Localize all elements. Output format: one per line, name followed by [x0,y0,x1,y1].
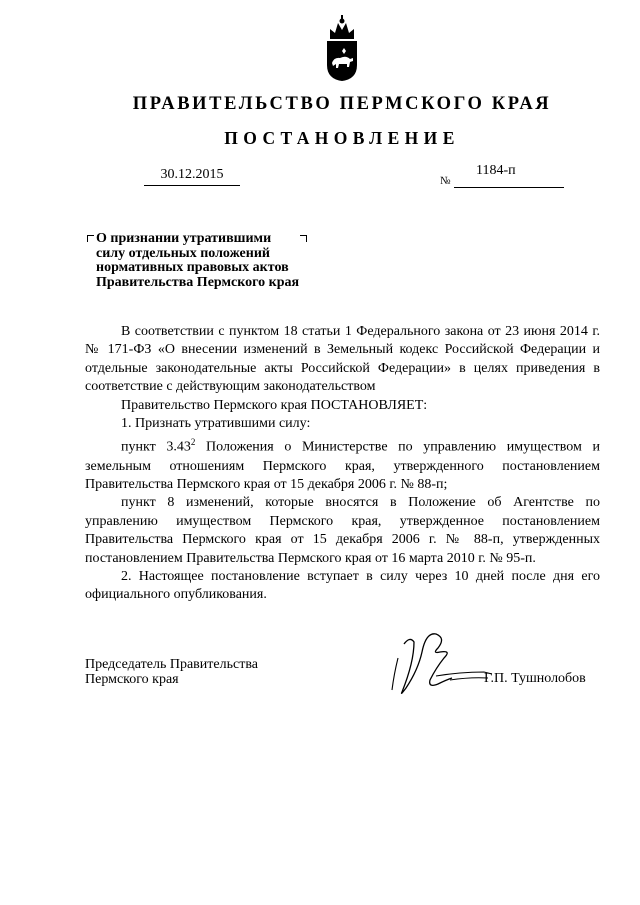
document-number [440,163,566,189]
number-sign: № [440,175,451,187]
bracket-left [87,235,94,242]
signatory-name: Г.П. Тушнолобов [484,671,586,686]
document-type: ПОСТАНОВЛЕНИЕ [224,128,460,148]
document-date [144,167,240,186]
document-body [85,323,600,605]
signatory-role: Председатель Правительства Пермского края [85,657,258,687]
item-2: 2. Настоящее постановление вступает в силу через 10 дней после дня его официального опубликования. [85,568,600,603]
handwritten-signature [380,622,510,700]
document-subject: О признании утратившими силу отдельных положений нормативных правовых актов Правительства Пермского края [96,231,300,290]
subitem-1-start: пункт 3.43 [121,440,191,456]
coat-of-arms-icon [322,13,362,83]
subitem-1-superscript: 2 [190,437,196,448]
number-text: 1184-п [476,163,516,178]
preamble-paragraph: В соответствии с пунктом 18 статьи 1 Федерального закона от 23 июня 2014 г. № 171-ФЗ «О внесении изменений в Земельный кодекс Российской Федерации и отдельные законодательные акты Российской Федерации» в целях приведения в соответствие с действующим законодательством [85,324,600,395]
decree-line: Правительство Пермского края ПОСТАНОВЛЯЕТ: [121,397,428,413]
item-1: 1. Признать утратившими силу: [121,416,311,432]
number-underline [454,187,564,188]
date-text: 30.12.2015 [160,167,224,182]
subitem-1-rest: Положения о Министерстве по управлению имуществом и земельным отношениям Пермского края, утвержденного постановлением Правительства Пермского края от 15 декабря 2006 г. № 88-п; [85,440,600,492]
date-underline [144,185,240,186]
government-title: ПРАВИТЕЛЬСТВО ПЕРМСКОГО КРАЯ [132,94,552,114]
subitem-1 [85,433,600,494]
subitem-2: пункт 8 изменений, которые вносятся в Положение об Агентстве по управлению имуществом Пермского края, утвержденное постановлением Правительства Пермского края от 15 декабря 2006 г. № 88-п, утвержденных постановлением Правительства Пермского края от 16 марта 2010 г. № 95-п. [85,495,600,566]
